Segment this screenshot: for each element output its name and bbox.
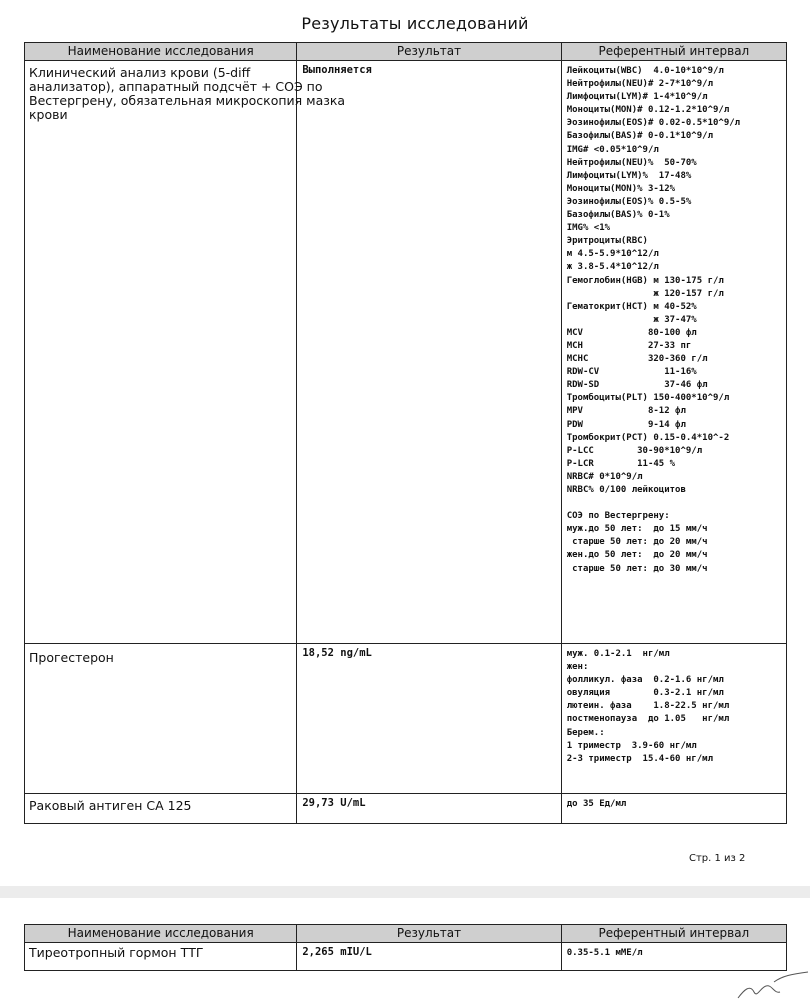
test-name-line: крови <box>29 107 68 122</box>
test-name-line: Прогестерон <box>29 650 114 665</box>
reference-line: Эозинофилы(EOS)% 0.5-5% <box>566 196 692 207</box>
reference-line: P-LCC 30-90*10^9/л <box>566 445 703 456</box>
reference-line: муж. 0.1-2.1 нг/мл <box>566 649 670 659</box>
column-header-reference: Референтный интервал <box>561 43 786 61</box>
reference-line: NRBC# 0*10^9/л <box>566 471 643 482</box>
reference-line: 2-3 триместр 15.4-60 нг/мл <box>566 753 713 764</box>
reference-line: Базофилы(BAS)% 0-1% <box>566 210 670 221</box>
test-result-cell: 18,52 ng/mL <box>297 644 561 794</box>
results-table <box>24 42 787 824</box>
reference-line: лютеин. фаза 1.8-22.5 нг/мл <box>566 701 730 712</box>
reference-line: 1 триместр 3.9-60 нг/мл <box>566 740 697 751</box>
reference-line: Эритроциты(RBC) <box>566 236 648 247</box>
column-header-name: Наименование исследования <box>25 43 297 61</box>
test-name-cell <box>25 644 297 794</box>
column-header-result: Результат <box>297 43 561 61</box>
reference-line: Базофилы(BAS)# 0-0.1*10^9/л <box>566 131 713 142</box>
reference-line: Нейтрофилы(NEU)% 50-70% <box>566 157 697 168</box>
test-name-cell <box>25 943 297 971</box>
table-header-row <box>25 43 787 61</box>
reference-line: 0.35-5.1 мМЕ/л <box>566 948 643 958</box>
table-row-cbc <box>25 61 787 644</box>
reference-line: старше 50 лет: до 20 мм/ч <box>566 537 708 548</box>
reference-line: Нейтрофилы(NEU)# 2-7*10^9/л <box>566 79 713 90</box>
test-name-line: Тиреотропный гормон ТТГ <box>29 945 204 960</box>
reference-line: ж 3.8-5.4*10^12/л <box>566 262 659 273</box>
reference-line: ж 120-157 г/л <box>566 288 724 299</box>
reference-line: до 35 Ед/мл <box>566 799 627 809</box>
page-separator <box>0 886 810 898</box>
test-name-cell <box>25 794 297 824</box>
reference-line: IMG% <1% <box>566 223 611 234</box>
test-name-line: анализатор), аппаратный подсчёт + СОЭ по <box>29 79 323 94</box>
reference-line: Эозинофилы(EOS)# 0.02-0.5*10^9/л <box>566 118 741 129</box>
reference-line: MCV 80-100 фл <box>566 327 697 338</box>
reference-line <box>567 497 781 510</box>
signature-mark <box>730 970 810 1000</box>
reference-line: СОЭ по Вестергрену: <box>566 511 670 522</box>
reference-line: PDW 9-14 фл <box>566 419 686 430</box>
reference-line: Моноциты(MON)% 3-12% <box>566 183 676 194</box>
reference-line: старше 50 лет: до 30 мм/ч <box>566 563 708 574</box>
test-name-line: Клинический анализ крови (5-diff <box>29 65 251 80</box>
reference-line: Моноциты(MON)# 0.12-1.2*10^9/л <box>566 105 730 116</box>
column-header-result: Результат <box>297 925 561 943</box>
reference-line: NRBC% 0/100 лейкоцитов <box>566 485 686 495</box>
reference-line: фолликул. фаза 0.2-1.6 нг/мл <box>566 675 724 686</box>
reference-line: Берем.: <box>566 727 605 738</box>
column-header-reference: Референтный интервал <box>561 925 786 943</box>
reference-interval-cell <box>561 794 786 824</box>
reference-line: Гематокрит(HCT) м 40-52% <box>566 301 697 312</box>
reference-line: Лимфоциты(LYM)# 1-4*10^9/л <box>566 92 708 103</box>
reference-line: жен: <box>566 662 589 673</box>
results-table-page-2 <box>24 924 787 971</box>
test-result-cell: Выполняется <box>297 61 561 644</box>
reference-interval-cell <box>561 943 786 971</box>
reference-interval-cell <box>561 61 786 644</box>
reference-line: RDW-SD 37-46 фл <box>566 380 708 391</box>
reference-line: Тромбоциты(PLT) 150-400*10^9/л <box>566 393 730 404</box>
reference-line: Тромбокрит(PCT) 0.15-0.4*10^-2 <box>566 432 730 443</box>
reference-line: IMG# <0.05*10^9/л <box>566 144 659 155</box>
page-number: Стр. 1 из 2 <box>689 853 746 864</box>
test-name-line: Раковый антиген CA 125 <box>29 798 192 813</box>
reference-line: постменопауза до 1.05 нг/мл <box>566 714 730 725</box>
table-row-tsh <box>25 943 787 971</box>
reference-line: муж.до 50 лет: до 15 мм/ч <box>566 524 708 535</box>
reference-line: MCHC 320-360 г/л <box>566 354 708 365</box>
column-header-name: Наименование исследования <box>25 925 297 943</box>
reference-interval-cell <box>561 644 786 794</box>
test-result-cell: 2,265 mIU/L <box>297 943 561 971</box>
reference-line: м 4.5-5.9*10^12/л <box>566 249 659 260</box>
reference-line: RDW-CV 11-16% <box>566 367 697 378</box>
test-result-cell: 29,73 U/mL <box>297 794 561 824</box>
reference-line: P-LCR 11-45 % <box>566 458 676 469</box>
reference-line: овуляция 0.3-2.1 нг/мл <box>566 688 724 699</box>
reference-line: Лейкоциты(WBC) 4.0-10*10^9/л <box>566 66 724 76</box>
page-title: Результаты исследований <box>301 14 529 33</box>
reference-line: MCH 27-33 пг <box>566 340 692 351</box>
table-header-row <box>25 925 787 943</box>
reference-line: жен.до 50 лет: до 20 мм/ч <box>566 550 708 561</box>
table-row-progesterone <box>25 644 787 794</box>
reference-line: ж 37-47% <box>566 314 697 325</box>
test-name-line: Вестергрену, обязательная микроскопия мазка <box>29 93 346 108</box>
reference-line: Лимфоциты(LYM)% 17-48% <box>566 170 692 181</box>
reference-line: MPV 8-12 фл <box>566 406 686 417</box>
table-row-ca125 <box>25 794 787 824</box>
reference-line: Гемоглобин(HGB) м 130-175 г/л <box>566 275 724 286</box>
